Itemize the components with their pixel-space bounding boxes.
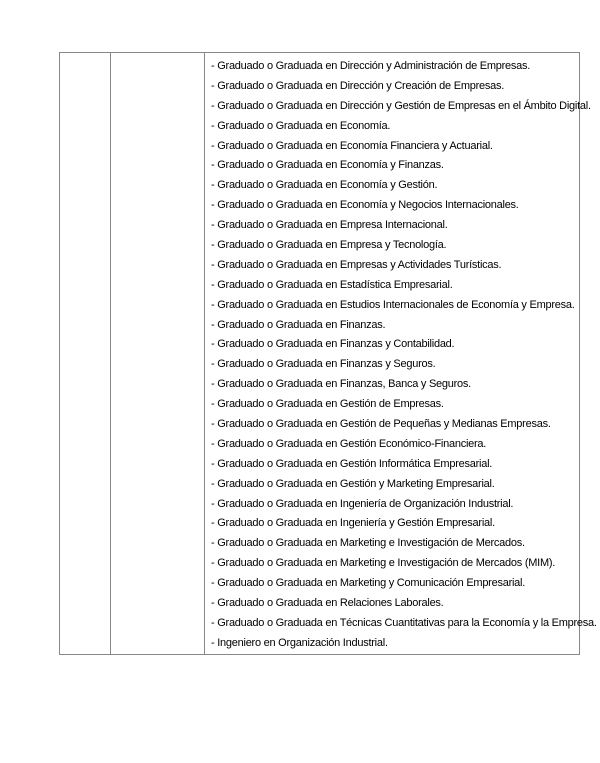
list-item: - Graduado o Graduada en Economía Financiera y Actuarial.: [211, 139, 493, 152]
list-item: - Ingeniero en Organización Industrial.: [211, 636, 388, 649]
list-item: - Graduado o Graduada en Gestión Económico-Financiera.: [211, 437, 487, 450]
list-item: - Graduado o Graduada en Marketing e Investigación de Mercados.: [211, 537, 525, 550]
list-item: - Graduado o Graduada en Economía y Finanzas.: [211, 159, 444, 172]
list-item: - Graduado o Graduada en Ingeniería y Gestión Empresarial.: [211, 517, 495, 530]
list-item: - Graduado o Graduada en Economía.: [211, 119, 391, 132]
table-cell-degree-list: [205, 53, 597, 655]
list-item: - Graduado o Graduada en Ingeniería de Organización Industrial.: [211, 497, 514, 510]
degree-list: [205, 53, 597, 654]
list-item: - Graduado o Graduada en Empresas y Actividades Turísticas.: [211, 258, 502, 271]
list-item: - Graduado o Graduada en Dirección y Administración de Empresas.: [211, 60, 531, 72]
table-cell-second: [111, 53, 205, 655]
list-item: - Graduado o Graduada en Relaciones Laborales.: [211, 597, 444, 610]
list-item: - Graduado o Graduada en Finanzas y Seguros.: [211, 358, 436, 371]
list-item: - Graduado o Graduada en Economía y Negocios Internacionales.: [211, 199, 519, 212]
list-item: - Graduado o Graduada en Estudios Internacionales de Economía y Empresa.: [211, 298, 575, 311]
list-item: - Graduado o Graduada en Estadística Empresarial.: [211, 278, 453, 291]
list-item: - Graduado o Graduada en Gestión Informática Empresarial.: [211, 457, 493, 470]
list-item: - Graduado o Graduada en Marketing y Comunicación Empresarial.: [211, 577, 526, 590]
list-item: - Graduado o Graduada en Finanzas, Banca y Seguros.: [211, 378, 471, 391]
table-row: [60, 53, 580, 655]
list-item: - Graduado o Graduada en Dirección y Gestión de Empresas en el Ámbito Digital.: [211, 99, 591, 112]
table-cell-first: [60, 53, 111, 655]
list-item: - Graduado o Graduada en Empresa Internacional.: [211, 219, 448, 232]
list-item: - Graduado o Graduada en Marketing e Investigación de Mercados (MIM).: [211, 557, 556, 570]
list-item: - Graduado o Graduada en Economía y Gestión.: [211, 179, 438, 192]
list-item: - Graduado o Graduada en Dirección y Creación de Empresas.: [211, 79, 505, 92]
list-item: - Graduado o Graduada en Finanzas.: [211, 318, 386, 331]
degrees-table: [59, 52, 597, 655]
list-item: - Graduado o Graduada en Gestión de Empresas.: [211, 398, 444, 411]
list-item: - Graduado o Graduada en Gestión de Pequeñas y Medianas Empresas.: [211, 418, 551, 431]
list-item: - Graduado o Graduada en Empresa y Tecnología.: [211, 239, 447, 252]
list-item: - Graduado o Graduada en Finanzas y Contabilidad.: [211, 338, 455, 351]
list-item: - Graduado o Graduada en Técnicas Cuantitativas para la Economía y la Empresa.: [211, 616, 597, 629]
list-item: - Graduado o Graduada en Gestión y Marketing Empresarial.: [211, 477, 495, 490]
